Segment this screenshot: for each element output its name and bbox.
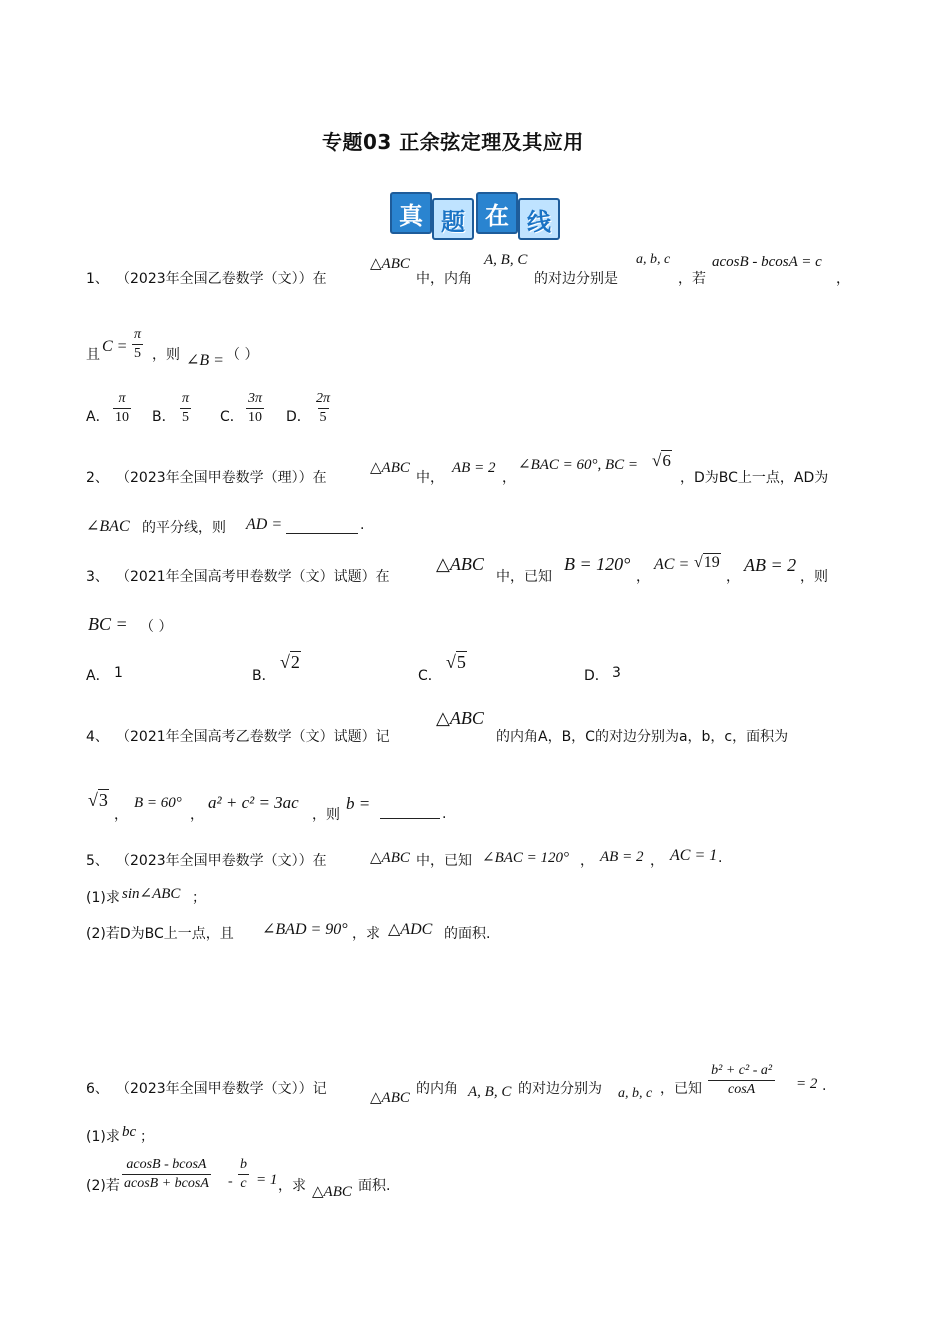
q4-triangle: △ABC	[436, 708, 484, 728]
badge-char-3: 在	[476, 192, 518, 234]
q3-option-c-value: 5	[456, 652, 466, 672]
q1-option-d-den: 5	[319, 410, 327, 425]
q3-paren: （ ）	[140, 619, 173, 635]
q6-part1-prefix: (1)求	[86, 1129, 120, 1145]
q1-text-ze: ，则	[152, 347, 180, 363]
q1-text-zhong: 中，内角	[416, 271, 472, 287]
q3-ab: AB = 2	[744, 555, 797, 575]
q1-c-eq: C =	[102, 338, 128, 355]
q1-option-a	[113, 392, 131, 425]
q4-number: 4、	[86, 729, 109, 745]
q1-option-a-label: A．	[86, 409, 110, 425]
q1-option-b-label: B．	[152, 409, 176, 425]
q3-source: （2021年全国高考甲卷数学（文）试题）在	[116, 569, 390, 585]
q5-ab: AB = 2	[600, 849, 644, 865]
q1-triangle: △ABC	[370, 256, 410, 272]
q1-source: （2023年全国乙卷数学（文））在	[116, 271, 327, 287]
q1-text-qie: 且	[86, 347, 100, 363]
q2-tail: ，D为BC上一点，AD为	[680, 470, 829, 486]
q2-sqrt: √6	[652, 451, 671, 470]
q3-option-c-sqrt: √5	[446, 652, 466, 672]
q6-part2-num: acosB - bcosA	[126, 1157, 207, 1172]
q4-sqrt: √3	[88, 790, 108, 810]
q4-b: b =	[346, 794, 371, 813]
q5-part2-mid: ，求	[352, 926, 380, 942]
q1-option-d	[314, 392, 332, 425]
page-title: 专题03 正余弦定理及其应用	[322, 130, 584, 154]
q6-text-nei: 的内角	[416, 1081, 458, 1097]
q3-ac: AC =	[654, 556, 690, 573]
q6-part2-end: 面积.	[358, 1178, 391, 1194]
q2-sqrt-value: 6	[662, 451, 671, 470]
q3-comma-2: ，	[726, 569, 740, 585]
q6-part2-b-over-c	[238, 1158, 249, 1191]
q4-equation: a² + c² = 3ac	[208, 793, 299, 812]
q3-sqrt: √19	[694, 554, 720, 571]
q5-triangle: △ABC	[370, 850, 410, 866]
q5-end: .	[718, 850, 723, 866]
q1-angle-b: ∠B =	[186, 352, 224, 369]
q1-paren: （ ）	[226, 347, 259, 363]
q4-source: （2021年全国高考乙卷数学（文）试题）记	[116, 729, 390, 745]
q1-option-d-num: 2π	[316, 391, 331, 406]
q5-part2-prefix: (2)若D为BC上一点，且	[86, 926, 234, 942]
q2-ab: AB = 2	[452, 460, 496, 476]
badge-char-1: 真	[390, 192, 432, 234]
q1-option-b-den: 5	[182, 410, 189, 425]
q5-source: （2023年全国甲卷数学（文））在	[116, 853, 327, 869]
q6-frac-rhs: = 2	[796, 1076, 818, 1092]
q1-option-c	[246, 392, 264, 425]
q3-bc: BC =	[88, 614, 128, 634]
q1-option-a-num: π	[118, 391, 126, 406]
q5-part2-angle: ∠BAD = 90°	[262, 921, 348, 938]
q6-part1-end: ；	[140, 1129, 154, 1145]
q5-comma-2: ，	[650, 853, 664, 869]
q1-pi-over-5	[132, 328, 143, 361]
q6-part2-fraction	[122, 1158, 211, 1191]
q5-ac: AC = 1	[670, 847, 718, 864]
q6-given-fraction	[708, 1064, 775, 1097]
q5-part2-triangle: △ADC	[388, 921, 433, 938]
q5-comma-1: ，	[580, 853, 594, 869]
q5-angle: ∠BAC = 120°	[482, 850, 570, 866]
q3-option-d-label: D．	[584, 668, 609, 684]
q6-part2-minus: -	[228, 1174, 233, 1189]
q4-answer-blank[interactable]	[380, 804, 440, 819]
q2-ad: AD =	[246, 516, 283, 533]
q4-end: .	[442, 806, 447, 822]
q1-option-c-num: 3π	[248, 391, 263, 406]
q4-comma-2: ，	[190, 807, 204, 823]
q1-option-c-label: C．	[220, 409, 244, 425]
q5-number: 5、	[86, 853, 109, 869]
q3-option-a-label: A．	[86, 668, 110, 684]
q2-end: .	[360, 517, 365, 533]
q2-condition: ∠BAC = 60°, BC =	[518, 457, 639, 473]
q2-text-zhong: 中，	[416, 470, 444, 486]
q1-angles: A, B, C	[484, 252, 528, 268]
badge-char-2: 题	[432, 198, 474, 240]
q3-option-a-value: 1	[114, 665, 123, 681]
q1-frac-den: 5	[134, 346, 141, 361]
q6-part2-den: acosB + bcosA	[124, 1176, 209, 1191]
q5-part2-end: 的面积.	[444, 926, 491, 942]
q1-number: 1、	[86, 271, 109, 287]
q6-part2-rhs: = 1	[256, 1172, 278, 1188]
q3-option-c-label: C．	[418, 668, 442, 684]
q4-comma-1: ，	[114, 807, 128, 823]
q6-frac-den: cosA	[708, 1080, 775, 1097]
q1-option-b	[180, 392, 191, 425]
q6-part2-mid: ，求	[278, 1178, 306, 1194]
q6-part2-triangle: △ABC	[312, 1184, 352, 1200]
q3-option-b-sqrt: √2	[280, 652, 300, 672]
q2-angle: ∠BAC	[86, 518, 130, 535]
q3-comma-1: ，	[636, 569, 650, 585]
q2-answer-blank[interactable]	[286, 519, 358, 534]
q6-part2-c: c	[240, 1176, 247, 1191]
q5-part1-end: ；	[192, 890, 206, 906]
q1-equation: acosB - bcosA = c	[712, 254, 822, 270]
q2-number: 2、	[86, 470, 109, 486]
q1-option-a-den: 10	[115, 410, 129, 425]
q3-option-b-label: B．	[252, 668, 276, 684]
q1-frac-num: π	[134, 327, 142, 342]
q6-source: （2023年全国甲卷数学（文））记	[116, 1081, 327, 1097]
q1-option-b-num: π	[182, 391, 190, 406]
q6-part2-prefix: (2)若	[86, 1178, 120, 1194]
q2-comma: ，	[502, 470, 516, 486]
q6-number: 6、	[86, 1081, 109, 1097]
q4-sqrt-value: 3	[98, 790, 108, 810]
q3-option-b-value: 2	[290, 652, 300, 672]
q3-triangle: △ABC	[436, 554, 484, 574]
q3-number: 3、	[86, 569, 109, 585]
q5-text-zhong: 中，已知	[416, 853, 472, 869]
q2-text-ping: 的平分线，则	[142, 520, 226, 536]
badge-char-4: 线	[518, 198, 560, 240]
q3-text-zhong: 中，已知	[496, 569, 552, 585]
q6-triangle: △ABC	[370, 1090, 410, 1106]
q5-part1-expr: sin∠ABC	[122, 886, 181, 902]
q2-triangle: △ABC	[370, 460, 410, 476]
q3-option-d-value: 3	[612, 665, 621, 681]
q1-text-ruo: ，若	[678, 271, 706, 287]
q6-end: .	[822, 1078, 827, 1094]
q4-b-eq: B = 60°	[134, 795, 182, 811]
q6-part2-b: b	[240, 1157, 247, 1172]
q1-comma: ，	[836, 271, 850, 287]
q1-option-d-label: D．	[286, 409, 311, 425]
q1-sides: a, b, c	[636, 252, 671, 267]
q3-text-ze: ，则	[800, 569, 828, 585]
q6-angles: A, B, C	[468, 1084, 512, 1100]
q1-text-dui: 的对边分别是	[534, 271, 618, 287]
q6-part1-expr: bc	[122, 1124, 137, 1140]
q2-source: （2023年全国甲卷数学（理））在	[116, 470, 327, 486]
q6-text-yi: ，已知	[660, 1081, 702, 1097]
q6-text-dui: 的对边分别为	[518, 1081, 602, 1097]
q3-b-eq: B = 120°	[564, 554, 631, 574]
q3-sqrt-value: 19	[703, 554, 720, 571]
q4-text-ze: ，则	[312, 807, 340, 823]
q6-sides: a, b, c	[618, 1086, 653, 1101]
q5-part1-prefix: (1)求	[86, 890, 120, 906]
q4-tail: 的内角A，B，C的对边分别为a，b，c，面积为	[496, 729, 789, 745]
q1-option-c-den: 10	[248, 410, 262, 425]
q6-frac-num: b² + c² - a²	[711, 1063, 773, 1078]
